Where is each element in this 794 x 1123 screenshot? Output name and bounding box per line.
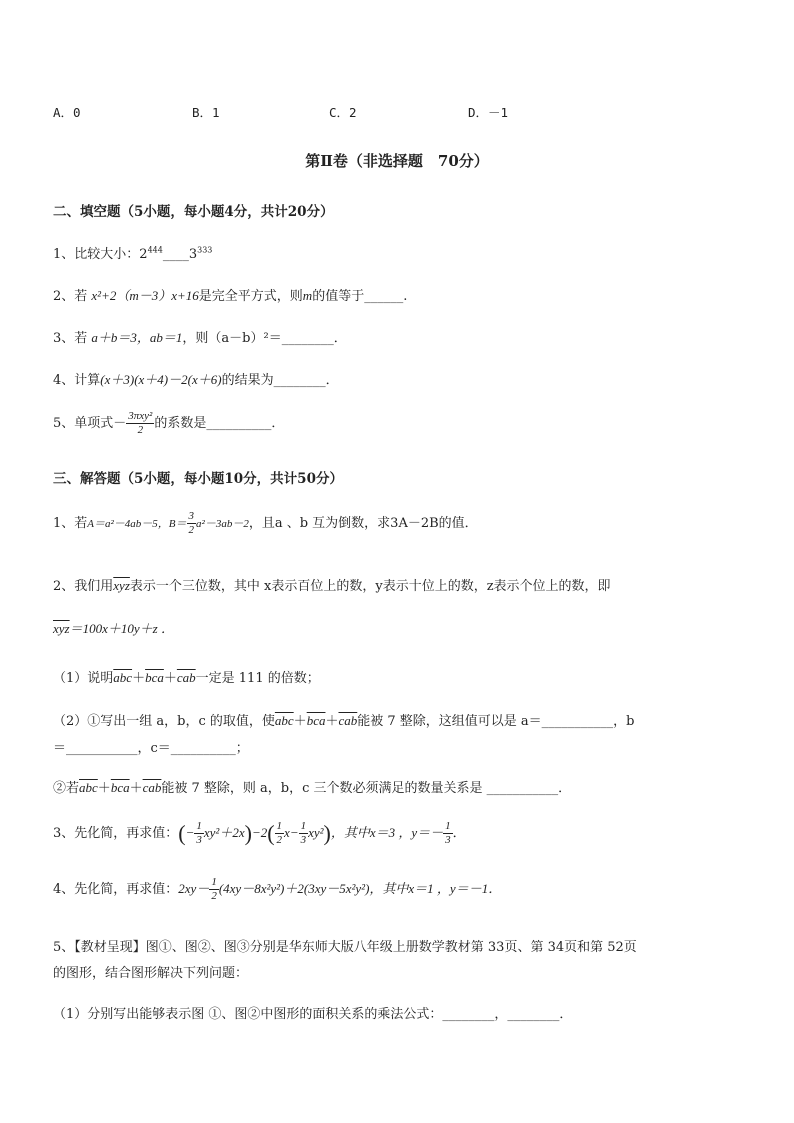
solve-q5-line3: （1）分别写出能够表示图 ①、图②中图形的面积关系的乘法公式：________，________． (53, 1007, 573, 1022)
solve-q2-line1: 2、我们用$\overline{xyz}$表示一个三位数，其中 x表示百位上的数，y表示十位上的数，z表示个位上的数，即 (53, 578, 611, 594)
fill-q4: 4、计算(x＋3)(x＋4)－2(x＋6)的结果为________． (53, 372, 339, 388)
option-b: B．1 (192, 105, 220, 120)
solve-q5-line2: 的图形，结合图形解决下列问题： (53, 966, 249, 981)
option-c: C．2 (329, 105, 357, 120)
solve-q2-part1: （1）说明$\overline{abc}+\overline{bca}+\overline{cab}$一定是 111 的倍数； (53, 670, 320, 686)
fill-q2: 2、若 x²+2（m－3）x+16是完全平方式，则m的值等于______. (53, 288, 408, 304)
solve-q2-part2: （2）①写出一组 a，b，c 的取值，使$\overline{abc}+\overline{bca}+\overline{cab}$能被 7 整除，这组值可以是 a＝___________，b (53, 713, 635, 729)
option-d: D．－1 (468, 105, 509, 120)
solve-q3: 3、先化简，再求值：(− $\frac{1}{3}$ xy²＋2x)−2( $\frac{1}{2}$ x− $\frac{1}{3}$ xy²)，其中x＝3 ，y＝－ $\frac{1}{3}$ ． (53, 820, 466, 846)
solve-q5-line1: 5、【教材呈现】图①、图②、图③分别是华东师大版八年级上册数学教材第 33页、第 34页和第 52页 (53, 940, 637, 955)
solve-q1: 1、若A＝a²－4ab－5，B＝ $\frac{3}{2}$ a²－3ab－2，且a 、b 互为倒数，求3A－2B的值． (53, 510, 478, 536)
solve-q4: 4、先化简，再求值：2xy－ $\frac{1}{2}$ (4xy－8x²y²)＋2(3xy－5x²y²)，其中x＝1 ，y＝－1． (53, 876, 502, 902)
option-a: A．0 (53, 105, 81, 120)
fraction: $\frac{\text{3πxy²}}{2}$ (128, 410, 153, 436)
fill-q5: 5、单项式－ $\frac{\text{3πxy²}}{2}$ 的系数是__________． (53, 410, 285, 436)
solve-q2-part2-cont: ＝___________，c＝__________； (53, 741, 249, 756)
part2-title: 第Ⅱ卷（非选择题 70分） (305, 152, 489, 170)
solve-q2-part3: ②若$\overline{abc}+\overline{bca}+\overline{cab}$能被 7 整除，则 a，b，c 三个数必须满足的数量关系是 ___________． (53, 780, 572, 796)
section2-heading: 二、填空题（5小题，每小题4分，共计20分） (53, 204, 334, 220)
fill-q1: 1、比较大小：$2^{444}\_\_\_\_3^{333}$ (53, 245, 213, 262)
solve-q2-line2: $\overline{xyz}=100x+10y+z$ ． (53, 621, 174, 636)
section3-heading: 三、解答题（5小题，每小题10分，共计50分） (53, 471, 343, 487)
fill-q3: 3、若 a＋b＝3，ab＝1，则（a－b）²＝________． (53, 330, 347, 346)
